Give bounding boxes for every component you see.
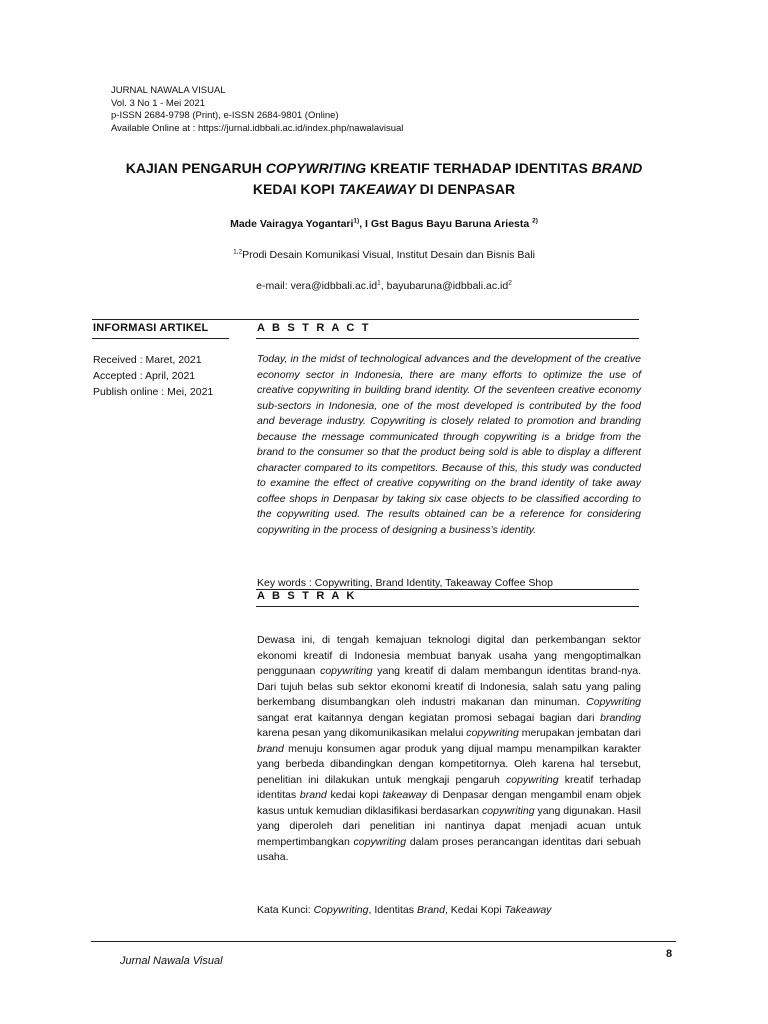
divider-top bbox=[92, 319, 639, 320]
received-date: Received : Maret, 2021 bbox=[93, 354, 202, 366]
author-list bbox=[60, 217, 708, 231]
affiliation-text: Prodi Desain Komunikasi Visual, Institut Desain dan Bisnis Bali bbox=[242, 249, 535, 261]
abstract-heading: A B S T R A C T bbox=[257, 322, 371, 334]
title-italic: BRAND bbox=[591, 160, 643, 176]
author-name: I Gst Bagus Bayu Baruna Ariesta bbox=[365, 218, 533, 230]
abstrak-italic: copywriting bbox=[466, 727, 519, 739]
author-name: Made Vairagya Yogantari bbox=[230, 218, 354, 230]
kata-kunci-italic: Brand bbox=[416, 904, 445, 916]
paper-title bbox=[60, 158, 708, 200]
page-number: 8 bbox=[666, 948, 673, 960]
email-marker: 2 bbox=[508, 279, 512, 287]
abstrak-text: kedai kopi bbox=[326, 789, 383, 801]
abstrak-italic: brand bbox=[299, 789, 327, 801]
title-italic: COPYWRITING bbox=[265, 160, 367, 176]
title-text: KAJIAN PENGARUH bbox=[125, 160, 266, 176]
abstrak-italic: copywriting bbox=[320, 665, 373, 677]
divider-abstrak-bottom bbox=[256, 606, 639, 607]
abstrak-text: yang digunakan. Hasil yang diperoleh dari penelitian ini nantinya dapat menjadi acuan untuk mempertimbangkan bbox=[257, 804, 641, 848]
email-marker: 1 bbox=[377, 279, 381, 287]
kata-kunci-italic: Takeaway bbox=[504, 904, 552, 916]
abstrak-italic: Copywriting bbox=[586, 696, 641, 708]
journal-volume: Vol. 3 No 1 - Mei 2021 bbox=[111, 97, 205, 109]
affiliation-marker: 1,2 bbox=[233, 248, 243, 256]
footer-divider bbox=[91, 941, 676, 942]
divider-abstract bbox=[256, 338, 639, 339]
journal-header bbox=[111, 85, 403, 135]
abstrak-text: menuju konsumen agar produk yang dijual mampu menampilkan karakter yang berbeda dibandingkan dengan kompetitornya. Oleh karena hal tersebut, penelitian ini dilakukan untuk mengkaji pengaruh bbox=[257, 742, 641, 786]
email-line bbox=[60, 279, 708, 293]
abstrak-body bbox=[257, 633, 641, 866]
publish-date: Publish online : Mei, 2021 bbox=[93, 386, 214, 398]
abstract-body: Today, in the midst of technological advances and the development of the creative economy sector in Indonesia, there are many efforts to optimize the use of creative copywriting in building brand identity. Of the seventeen creative economy sub-sectors in Indonesia, one of the most developed is contributed by the food and beverage industry. Copywriting is closely related to promotion and branding because the message communicated through copywriting is a bridge from the brand to the consumer so that the product being sold is able to display a different character compared to its competitors. Because of this, this study was conducted to examine the effect of creative copywriting on the brand identity of take away coffee shops in Denpasar by taking six case objects to be classified according to the copywriting used. The results obtained can be a reference for considering copywriting in the process of designing a business’s identity. bbox=[257, 353, 641, 536]
abstrak-text: yang kreatif di dalam membangun identitas brand-nya. Dari tujuh belas sub sektor ekonomi kreatif di Indonesia, salah satu yang paling berkembang disumbangkan oleh industri makanan dan minuman. bbox=[257, 665, 641, 708]
abstrak-text: Dewasa ini, di tengah kemajuan teknologi digital dan perkembangan sektor ekonomi kreatif di Indonesia membuat banyak usaha yang mengoptimalkan penggunaan bbox=[257, 634, 641, 677]
kata-kunci-italic: Copywriting bbox=[313, 904, 369, 916]
abstrak-text: di Denpasar dengan mengambil enam objek kasus untuk kemudian diklasifikasi berdasarkan bbox=[257, 789, 642, 817]
title-line-1 bbox=[60, 158, 708, 179]
kata-kunci-text: , Identitas bbox=[368, 904, 417, 916]
abstrak-text: merupakan jembatan dari bbox=[518, 727, 641, 739]
kata-kunci-label: Kata Kunci: bbox=[257, 904, 314, 916]
kata-kunci bbox=[257, 903, 551, 917]
journal-online-url: Available Online at : https://jurnal.idbbali.ac.id/index.php/nawalavisual bbox=[111, 122, 404, 134]
email-2: , bayubaruna@idbbali.ac.id bbox=[380, 280, 509, 292]
abstrak-italic: takeaway bbox=[382, 789, 427, 801]
abstrak-text: karena pesan yang dikomunikasikan melalui bbox=[257, 727, 467, 739]
abstrak-italic: brand bbox=[257, 742, 284, 755]
abstrak-italic: branding bbox=[600, 711, 641, 724]
title-text: DI DENPASAR bbox=[415, 181, 516, 197]
kata-kunci-text: , Kedai Kopi bbox=[444, 904, 505, 916]
accepted-date: Accepted : April, 2021 bbox=[93, 370, 196, 382]
journal-issn: p-ISSN 2684-9798 (Print), e-ISSN 2684-9801 (Online) bbox=[111, 110, 339, 121]
divider-info bbox=[92, 338, 229, 339]
title-italic: TAKEAWAY bbox=[338, 181, 416, 197]
title-line-2 bbox=[60, 179, 708, 200]
abstrak-text: kreatif terhadap identitas bbox=[257, 773, 641, 801]
author-separator: , bbox=[359, 218, 366, 230]
affiliation bbox=[60, 248, 708, 262]
footer-journal-name: Jurnal Nawala Visual bbox=[120, 955, 223, 967]
author-marker: 1) bbox=[353, 217, 360, 225]
email-1: e-mail: vera@idbbali.ac.id bbox=[256, 280, 378, 292]
abstrak-heading: A B S T R A K bbox=[257, 590, 357, 602]
title-text: KREATIF TERHADAP IDENTITAS bbox=[366, 160, 592, 176]
keywords: Key words : Copywriting, Brand Identity, Takeaway Coffee Shop bbox=[257, 577, 553, 589]
article-dates bbox=[93, 352, 213, 400]
abstrak-text: dalam proses perancangan identitas dari sebuah usaha. bbox=[257, 835, 641, 863]
abstrak-italic: copywriting bbox=[482, 804, 535, 817]
article-info-heading: INFORMASI ARTIKEL bbox=[93, 322, 209, 334]
abstrak-text: sangat erat kaitannya dengan kegiatan promosi sebagai bagian dari bbox=[257, 711, 601, 724]
abstrak-italic: copywriting bbox=[506, 773, 559, 786]
author-marker: 2) bbox=[532, 217, 538, 225]
abstrak-italic: copywriting bbox=[353, 835, 407, 848]
title-text: KEDAI KOPI bbox=[252, 181, 339, 197]
journal-name: JURNAL NAWALA VISUAL bbox=[111, 85, 226, 96]
